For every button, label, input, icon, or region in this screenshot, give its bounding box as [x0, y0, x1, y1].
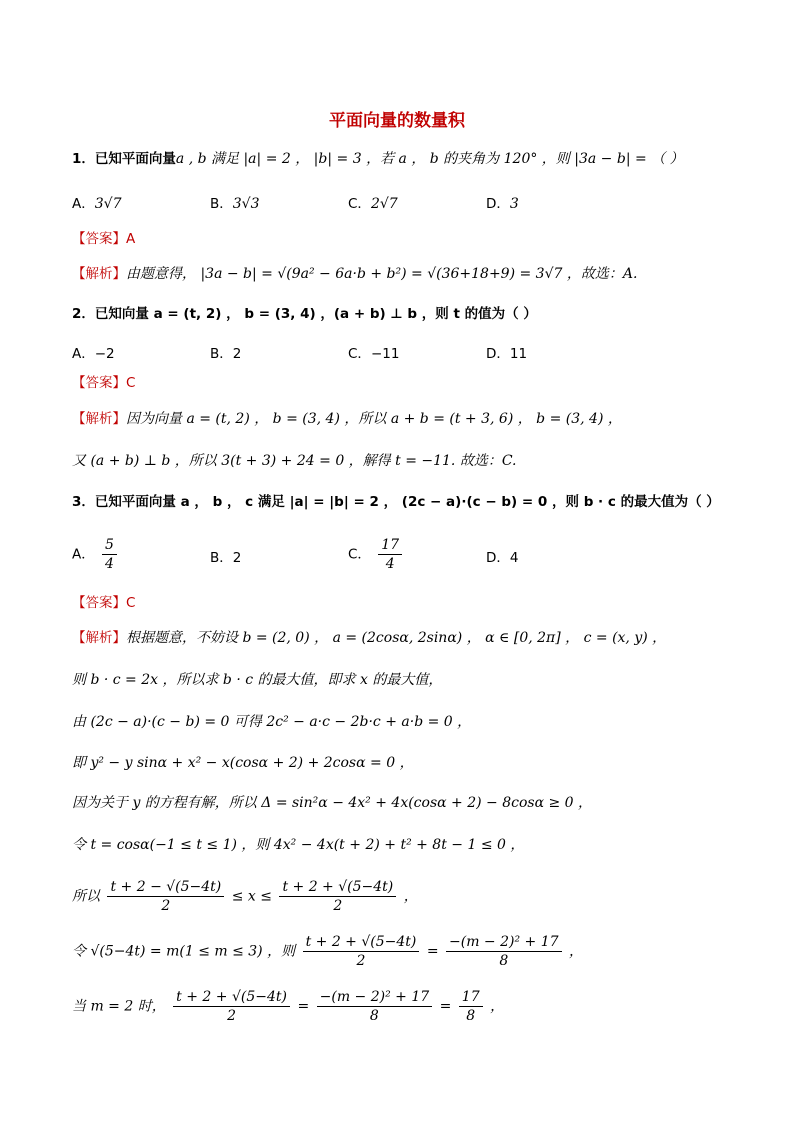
question-2-analysis-2	[72, 451, 517, 471]
question-1-stem-math: a , b 满足 |a| = 2 ， |b| = 3 ，若 a ， b 的夹角为 120° ，则 |3a − b| = （ ）	[175, 151, 684, 167]
numerator: 5	[102, 536, 117, 555]
denominator: 8	[499, 953, 509, 969]
analysis-label: 【解析】	[72, 411, 126, 427]
q3-option-d	[486, 546, 519, 566]
fraction	[459, 988, 483, 1025]
denominator: 2	[227, 1008, 237, 1024]
question-3-analysis-1	[72, 628, 666, 648]
analysis-text: 又 (a + b) ⊥ b ，所以 3(t + 3) + 24 = 0 ，解得 t = −11. 故选：C.	[72, 453, 517, 469]
option-value: −11	[370, 346, 400, 362]
denominator: 4	[385, 556, 395, 572]
option-value: 3√7	[94, 196, 122, 212]
option-label: C．	[348, 196, 371, 212]
question-1-stem-prefix: 1．已知平面向量	[72, 151, 176, 167]
numerator: 17	[459, 988, 483, 1007]
option-label: A．	[72, 546, 95, 563]
option-value: 4	[509, 550, 519, 566]
denominator: 4	[105, 556, 114, 572]
fraction	[303, 933, 420, 970]
option-label: A．	[72, 346, 95, 362]
answer-value: A	[126, 231, 136, 247]
q3-option-a	[72, 536, 120, 573]
option-value: −2	[94, 346, 115, 362]
question-3-answer	[72, 593, 135, 613]
option-value: 11	[509, 346, 528, 362]
answer-value: C	[126, 375, 136, 391]
fraction	[102, 536, 117, 573]
analysis-text: =	[426, 943, 439, 960]
question-3-analysis-4	[72, 753, 414, 773]
question-3-stem-text: 3．已知平面向量 a ， b ， c 满足 |a| = |b| = 2 ， (2c − a)·(c − b) = 0 ，则 b · c 的最大值为（ ）	[72, 494, 720, 510]
numerator: −(m − 2)² + 17	[446, 933, 562, 952]
analysis-text: =	[439, 998, 452, 1015]
analysis-text: 根据题意，不妨设 b = (2, 0) ， a = (2cosα, 2sinα) ， α ∈ [0, 2π] ， c = (x, y) ，	[126, 630, 667, 646]
q1-option-b	[210, 192, 260, 212]
q2-option-c	[348, 342, 399, 362]
option-label: D．	[486, 196, 510, 212]
analysis-text: ≤ x ≤	[231, 888, 272, 905]
analysis-text: ，	[490, 998, 505, 1015]
option-value: 3	[509, 196, 519, 212]
numerator: t + 2 − √(5−4t)	[107, 878, 224, 897]
fraction	[279, 878, 396, 915]
option-label: B．	[210, 550, 233, 566]
option-label: D．	[486, 550, 510, 566]
option-value: 2	[232, 550, 242, 566]
option-value: 2	[232, 346, 242, 362]
q3-option-c	[348, 536, 405, 573]
analysis-text: 令 √(5−4t) = m(1 ≤ m ≤ 3) ，则	[72, 943, 296, 960]
fraction	[107, 878, 224, 915]
fraction	[378, 536, 402, 573]
question-3-analysis-2	[72, 670, 442, 690]
q2-option-d	[486, 342, 527, 362]
q1-option-a	[72, 192, 122, 212]
numerator: −(m − 2)² + 17	[317, 988, 433, 1007]
question-3-analysis-6	[72, 835, 524, 855]
question-2-stem	[72, 304, 537, 324]
analysis-label: 【解析】	[72, 630, 126, 646]
numerator: t + 2 + √(5−4t)	[303, 933, 420, 952]
option-value: 2√7	[370, 196, 398, 212]
option-label: C．	[348, 546, 371, 563]
analysis-text: 因为关于 y 的方程有解，所以 Δ = sin²α − 4x² + 4x(cosα + 2) − 8cosα ≥ 0 ，	[72, 795, 593, 811]
q3-option-b	[210, 546, 241, 566]
q1-option-c	[348, 192, 398, 212]
question-2-analysis-1	[72, 409, 622, 429]
analysis-text: 由题意得， |3a − b| = √(9a² − 6a·b + b²) = √(36+18+9) = 3√7 ，故选：A.	[126, 266, 638, 282]
analysis-text: 所以	[72, 888, 100, 905]
option-value: 3√3	[232, 196, 260, 212]
denominator: 2	[356, 953, 366, 969]
analysis-text: 当 m = 2 时，	[72, 998, 166, 1015]
question-2-answer	[72, 373, 135, 393]
denominator: 8	[369, 1008, 379, 1024]
question-3-analysis-8	[72, 933, 583, 970]
analysis-text: 因为向量 a = (t, 2) ， b = (3, 4) ，所以 a + b = (t + 3, 6) ， b = (3, 4) ，	[126, 411, 622, 427]
analysis-text: 令 t = cosα(−1 ≤ t ≤ 1) ，则 4x² − 4x(t + 2) + t² + 8t − 1 ≤ 0 ，	[72, 837, 525, 853]
page-title: 平面向量的数量积	[329, 111, 465, 131]
fraction	[173, 988, 290, 1025]
numerator: t + 2 + √(5−4t)	[173, 988, 290, 1007]
question-3-stem	[72, 492, 720, 512]
question-1-answer	[72, 229, 135, 249]
analysis-text: ，	[403, 888, 418, 905]
q1-option-d	[486, 192, 519, 212]
answer-label: 【答案】	[72, 375, 126, 391]
answer-label: 【答案】	[72, 231, 126, 247]
option-label: A．	[72, 196, 95, 212]
question-3-analysis-7	[72, 878, 418, 915]
denominator: 8	[466, 1008, 476, 1024]
option-label: B．	[210, 346, 233, 362]
analysis-text: =	[297, 998, 310, 1015]
numerator: 17	[378, 536, 402, 555]
question-2-stem-text: 2．已知向量 a = (t, 2) ， b = (3, 4) ，(a + b) ⊥ b ，则 t 的值为（ ）	[72, 306, 537, 322]
q2-option-a	[72, 342, 115, 362]
question-1-analysis	[72, 264, 637, 284]
option-label: D．	[486, 346, 510, 362]
analysis-text: 由 (2c − a)·(c − b) = 0 可得 2c² − a·c − 2b·c + a·b = 0 ，	[72, 714, 472, 730]
fraction	[446, 933, 562, 970]
analysis-text: 则 b · c = 2x ，所以求 b · c 的最大值，即求 x 的最大值，	[72, 672, 443, 688]
answer-value: C	[126, 595, 136, 611]
numerator: t + 2 + √(5−4t)	[279, 878, 396, 897]
question-3-analysis-3	[72, 712, 471, 732]
option-label: C．	[348, 346, 371, 362]
denominator: 2	[333, 898, 343, 914]
q2-option-b	[210, 342, 241, 362]
analysis-text: ，	[569, 943, 583, 960]
answer-label: 【答案】	[72, 595, 126, 611]
fraction	[317, 988, 433, 1025]
analysis-text: 即 y² − y sinα + x² − x(cosα + 2) + 2cosα = 0 ，	[72, 755, 414, 771]
denominator: 2	[161, 898, 171, 914]
question-1-stem	[72, 149, 684, 169]
option-label: B．	[210, 196, 233, 212]
analysis-label: 【解析】	[72, 266, 126, 282]
question-3-analysis-9	[72, 988, 504, 1025]
question-3-analysis-5	[72, 793, 592, 813]
